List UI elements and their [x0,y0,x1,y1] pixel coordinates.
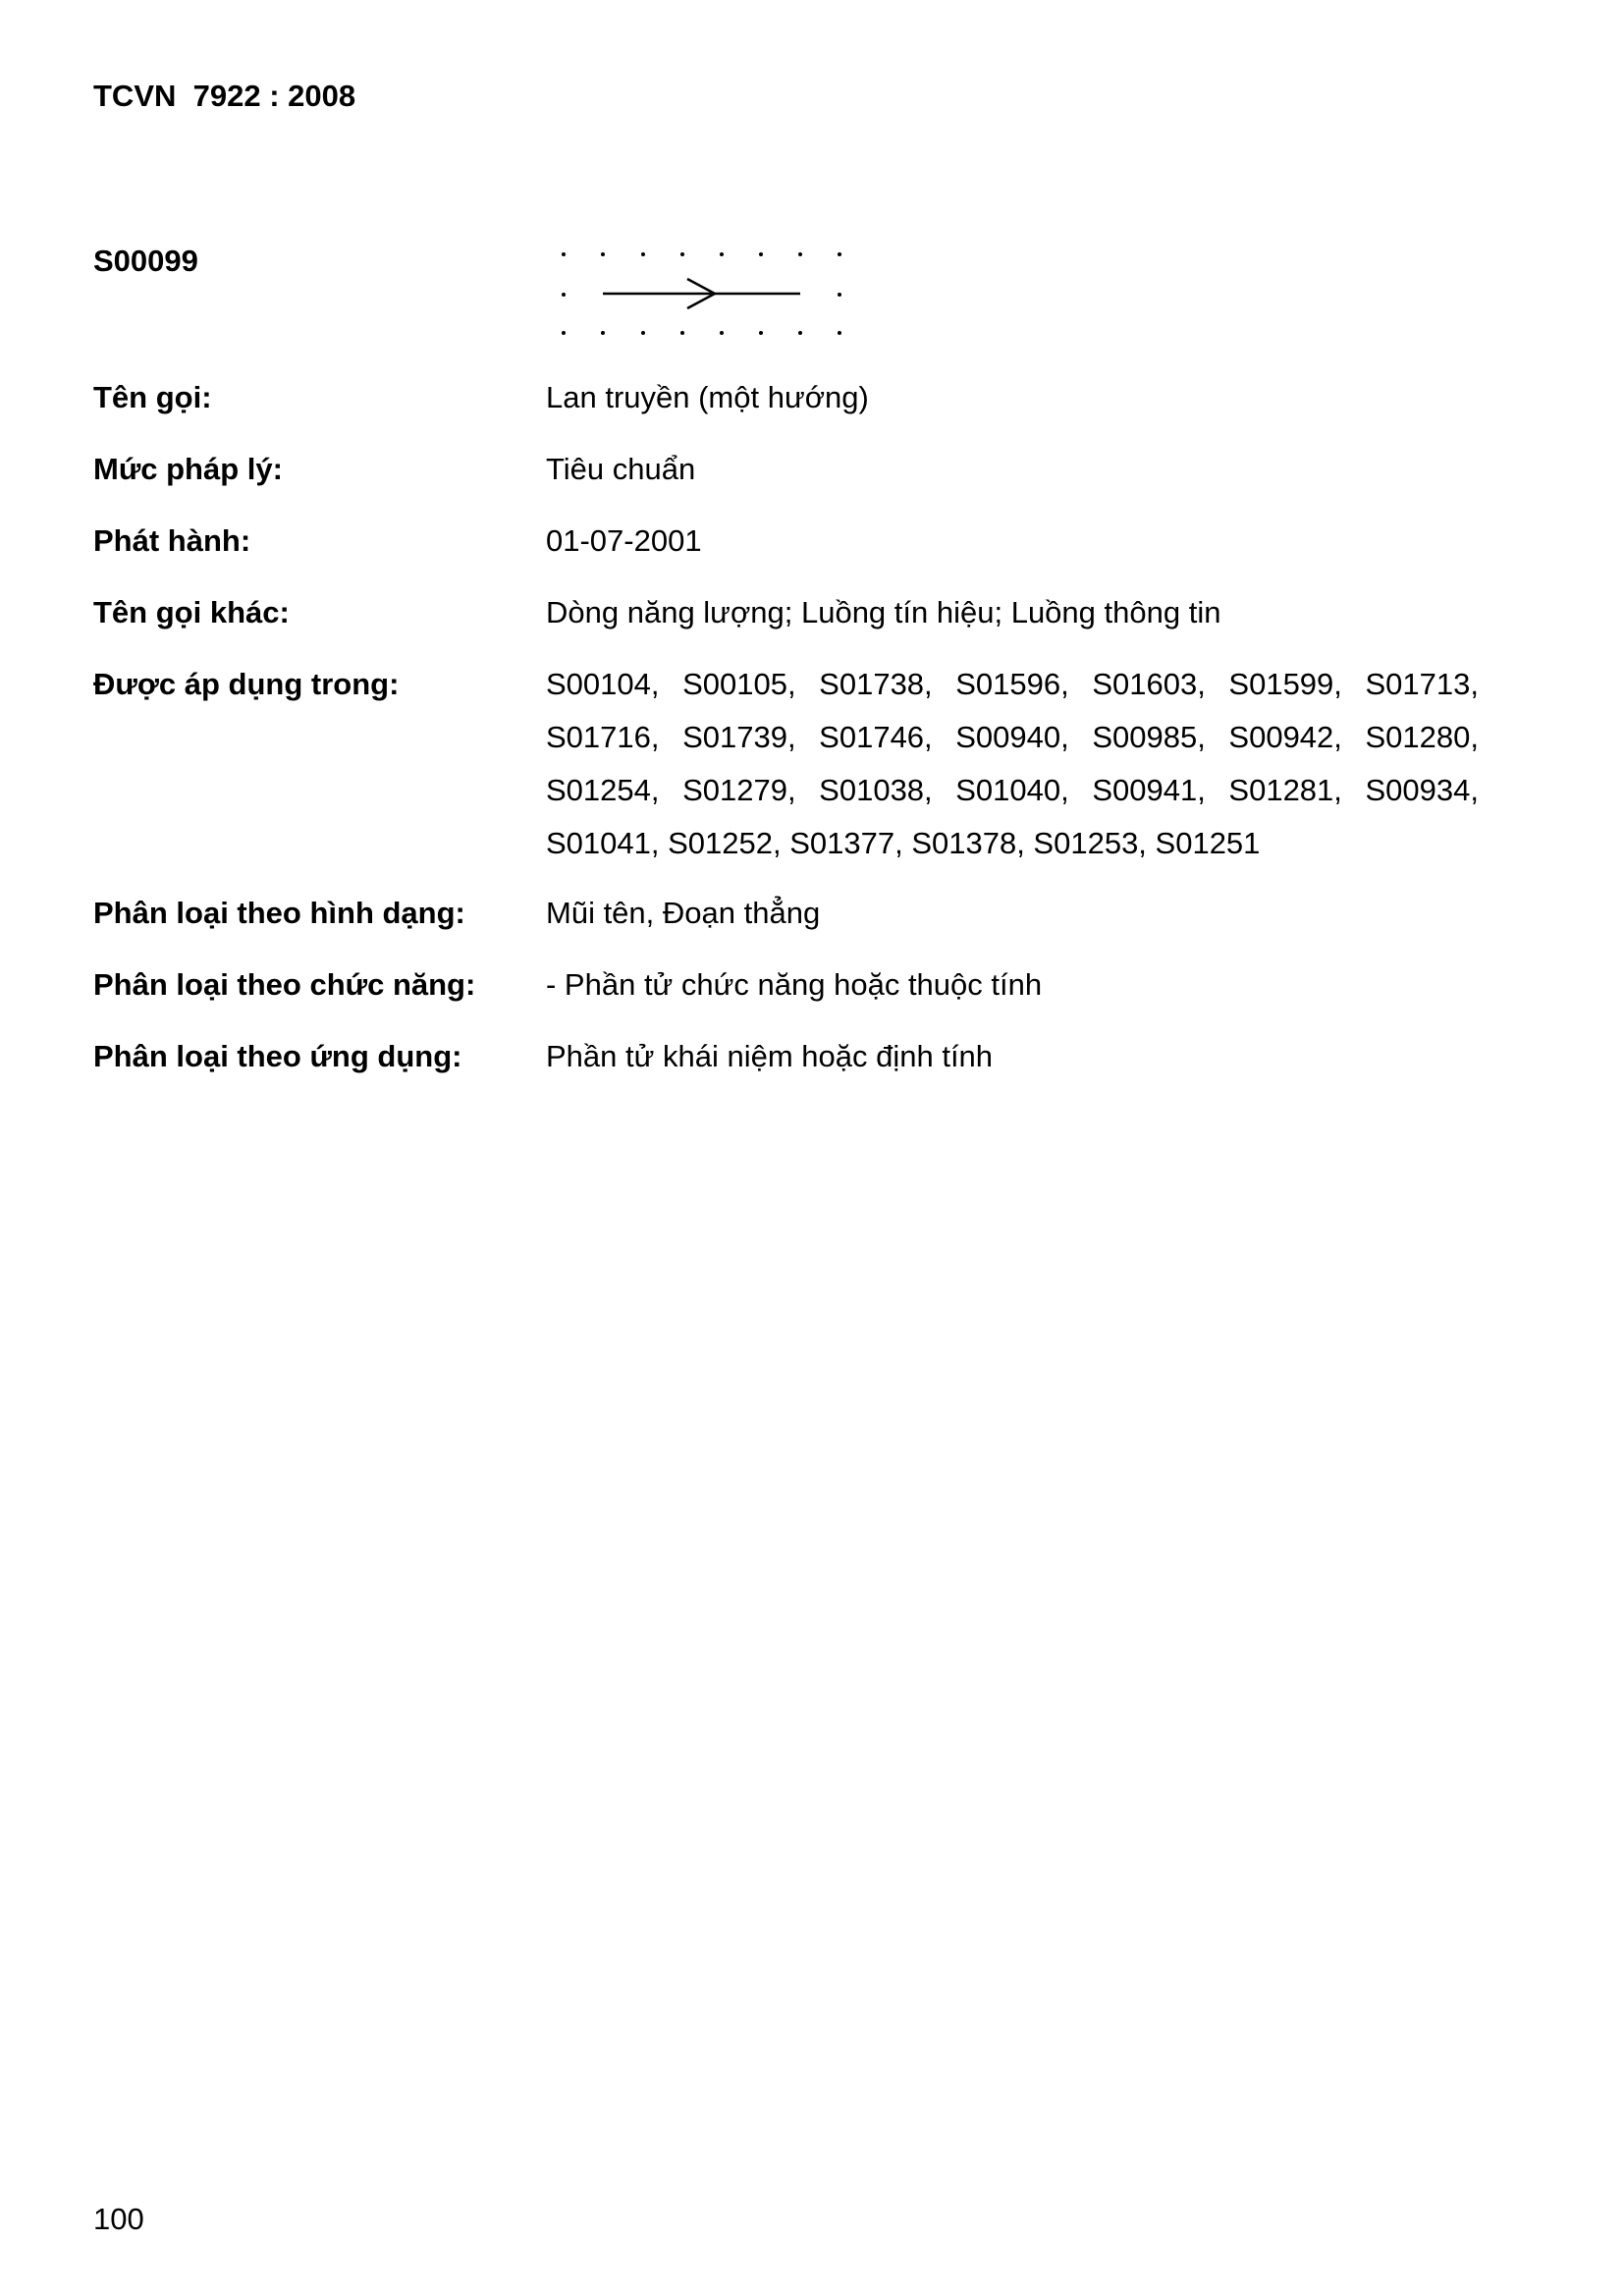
arrow-line-icon [550,238,854,346]
field-value: - Phần tử chức năng hoặc thuộc tính [546,967,1043,1002]
field-value: 01-07-2001 [546,523,702,558]
field-label: Phân loại theo ứng dụng: [93,1039,462,1073]
field-label: Phân loại theo hình dạng: [93,896,465,930]
field-value: Dòng năng lượng; Luồng tín hiệu; Luồng thông tin [546,595,1221,629]
field-label: Được áp dụng trong: [93,667,400,701]
page-number: 100 [93,2202,144,2236]
field-value: Lan truyền (một hướng) [546,380,869,414]
field-value: Mũi tên, Đoạn thẳng [546,896,821,930]
field-label: Mức pháp lý: [93,452,283,486]
field-label: Tên gọi: [93,380,212,414]
field-label: Phân loại theo chức năng: [93,967,476,1002]
symbol-code: S00099 [93,244,198,278]
document-header: TCVN 7922 : 2008 [93,79,356,113]
field-value: Tiêu chuẩn [546,452,696,486]
field-value: S00104, S00105, S01738, S01596, S01603, S01599, S01713, S01716, S01739, S01746, S00940, S00985, S00942, S01280, S01254, S01279, S01038, S01040, S00941, S01281, S00934, S01041, S01252, S01377, S01378, S01253, S01251 [546,667,1479,860]
field-label: Tên gọi khác: [93,595,290,629]
field-value: Phần tử khái niệm hoặc định tính [546,1039,994,1073]
field-label: Phát hành: [93,523,251,558]
